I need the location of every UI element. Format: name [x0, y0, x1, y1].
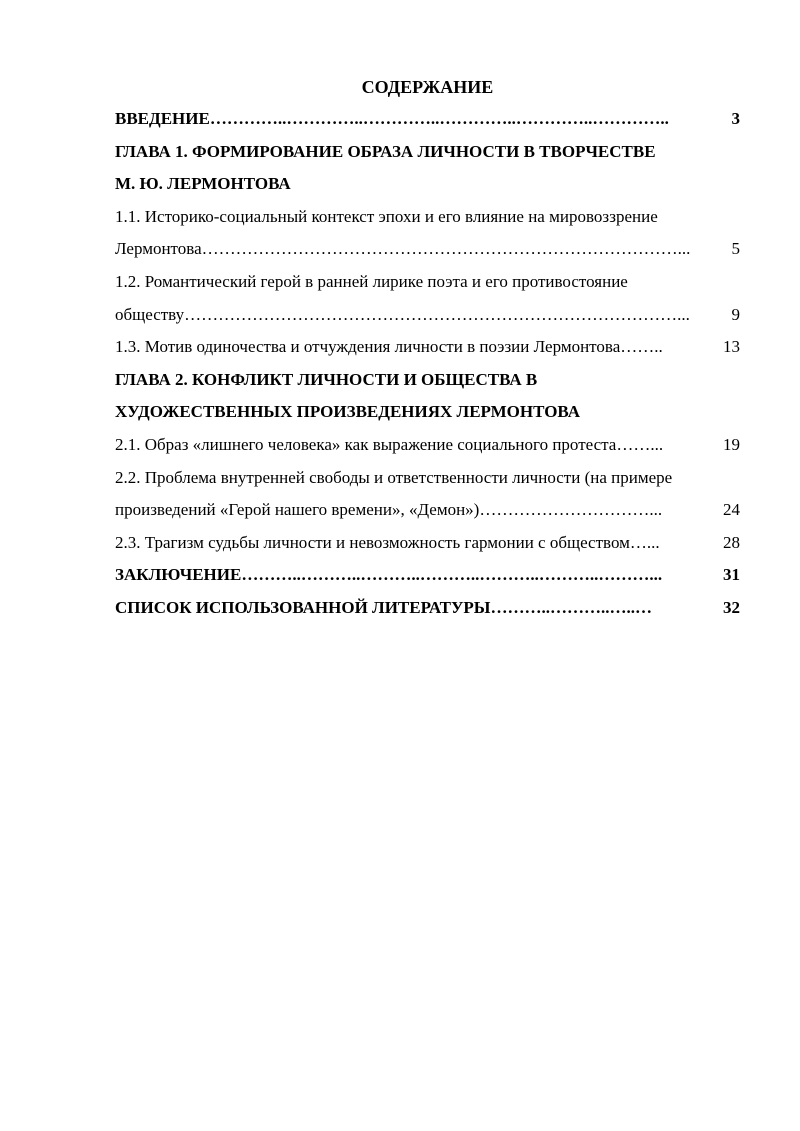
toc-page-number: 32	[723, 597, 740, 617]
toc-entry	[115, 331, 740, 364]
toc-entry-text: 2.1. Образ «лишнего человека» как выражение социального протеста	[115, 434, 617, 454]
toc-page-number: 5	[731, 239, 740, 259]
toc-leader-dots: …...	[629, 532, 660, 552]
toc-leader-dots: ………..………..………..………..………..………..………...	[241, 565, 663, 585]
toc-page-number: 13	[723, 337, 740, 357]
toc-entry-line	[115, 103, 740, 136]
toc-entry-text: ГЛАВА 2. КОНФЛИКТ ЛИЧНОСТИ И ОБЩЕСТВА В	[115, 369, 538, 389]
toc-entry-text: 1.2. Романтический герой в ранней лирике поэта и его противостояние	[115, 271, 628, 291]
toc-entry-line	[115, 559, 740, 592]
toc-entry-line	[115, 331, 740, 364]
toc-leader-dots: ……………………………………………………………………………...	[184, 304, 690, 324]
toc-entry-text: ХУДОЖЕСТВЕННЫХ ПРОИЗВЕДЕНИЯХ ЛЕРМОНТОВА	[115, 402, 580, 422]
toc-entry-line	[115, 299, 740, 332]
toc-leader-dots: …………………………………………………………………………...	[201, 239, 691, 259]
toc-entry	[115, 103, 740, 136]
toc-entry-line	[115, 429, 740, 462]
toc-entry-text: 2.3. Трагизм судьбы личности и невозможность гармонии с обществом	[115, 532, 630, 552]
toc-page-number: 3	[731, 109, 740, 128]
toc-entry-text: 1.3. Мотив одиночества и отчуждения личности в поэзии Лермонтова	[115, 337, 621, 357]
toc-entry-text: СПИСОК ИСПОЛЬЗОВАННОЙ ЛИТЕРАТУРЫ	[115, 597, 491, 617]
toc-entry-text: ГЛАВА 1. ФОРМИРОВАНИЕ ОБРАЗА ЛИЧНОСТИ В ТВОРЧЕСТВЕ	[115, 141, 656, 161]
toc-entry-line	[115, 233, 740, 266]
table-of-contents	[115, 73, 740, 625]
toc-entry-text: ЗАКЛЮЧЕНИЕ	[115, 565, 242, 585]
toc-page-number: 19	[723, 434, 740, 454]
toc-entry	[115, 429, 740, 462]
toc-entry	[115, 266, 740, 331]
toc-entry	[115, 136, 740, 201]
toc-entry-text: ВВЕДЕНИЕ	[115, 109, 210, 128]
toc-entry-line	[115, 527, 740, 560]
toc-entry-text: обществу	[115, 304, 185, 324]
toc-page-number: 9	[731, 304, 740, 324]
toc-leader-dots: …………..…………..…………..…………..…………..…………..	[209, 109, 669, 128]
toc-leader-dots: ……..	[620, 337, 663, 357]
toc-entry	[115, 527, 740, 560]
toc-entry-line	[115, 592, 740, 625]
toc-entry	[115, 559, 740, 592]
toc-entry	[115, 462, 740, 527]
toc-leader-dots: ……...	[616, 434, 664, 454]
toc-entries	[115, 103, 740, 625]
toc-entry-text: произведений «Герой нашего времени», «Демон»)	[115, 500, 480, 520]
toc-entry-text: 2.2. Проблема внутренней свободы и ответственности личности (на примере	[115, 467, 673, 487]
toc-leader-dots: …………………………...	[479, 500, 663, 520]
toc-entry-line	[115, 494, 740, 527]
toc-entry-text: 1.1. Историко-социальный контекст эпохи и его влияние на мировоззрение	[115, 206, 658, 226]
toc-page-number: 24	[723, 500, 740, 520]
toc-entry-text: Лермонтова	[115, 239, 202, 259]
toc-leader-dots: ………..………..…..…	[490, 597, 652, 617]
toc-page-number: 31	[723, 565, 740, 585]
toc-title: СОДЕРЖАНИЕ	[361, 77, 494, 97]
toc-entry	[115, 364, 740, 429]
toc-entry	[115, 592, 740, 625]
toc-page-number: 28	[723, 532, 740, 552]
toc-entry	[115, 201, 740, 266]
toc-entry-text: М. Ю. ЛЕРМОНТОВА	[115, 174, 291, 194]
